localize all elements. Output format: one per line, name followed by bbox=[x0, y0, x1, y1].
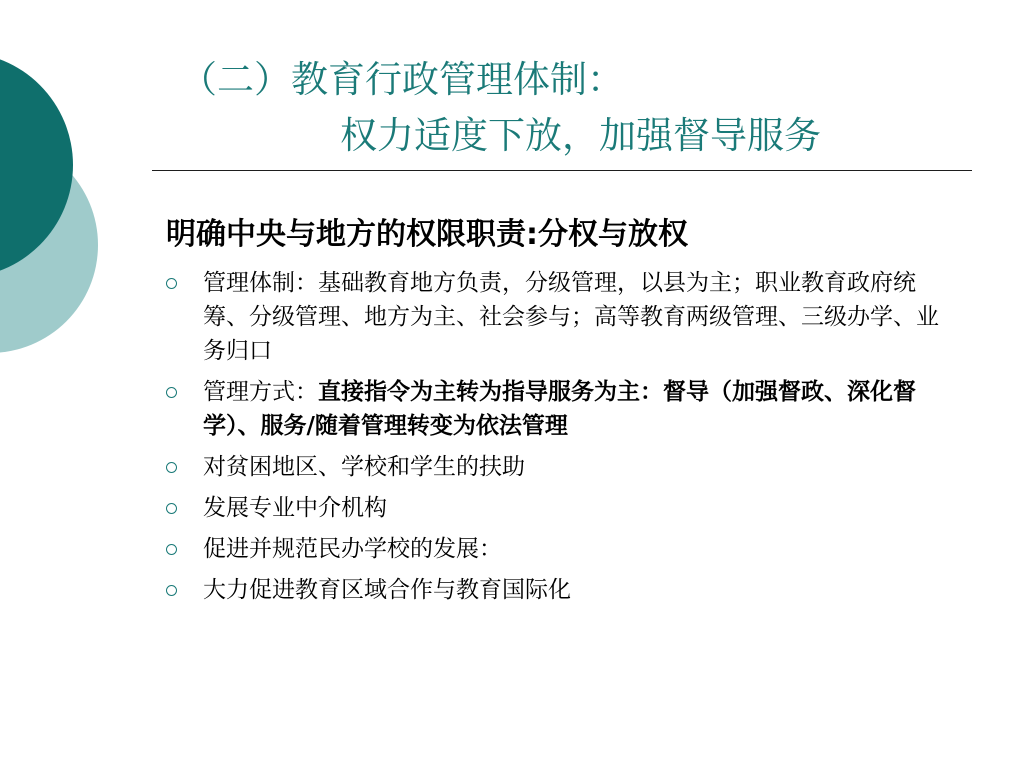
bullet-item-intermediary bbox=[166, 491, 956, 525]
bullet-circle-icon bbox=[166, 585, 177, 596]
bullet-circle-icon bbox=[166, 387, 177, 398]
decorative-circles bbox=[0, 0, 110, 420]
bullet-text: 管理体制：基础教育地方负责，分级管理，以县为主；职业教育政府统筹、分级管理、地方为主、社会参与；高等教育两级管理、三级办学、业务归口 bbox=[203, 270, 939, 364]
bullet-prefix: 管理方式： bbox=[203, 379, 318, 405]
bullet-item-management-system bbox=[166, 266, 956, 368]
bullet-circle-icon bbox=[166, 278, 177, 289]
bullet-item-private-schools bbox=[166, 532, 956, 566]
title-divider bbox=[152, 170, 972, 171]
bullet-text: 对贫困地区、学校和学生的扶助 bbox=[203, 454, 525, 480]
slide-title bbox=[180, 52, 980, 164]
bullet-item-cooperation bbox=[166, 573, 956, 607]
bullet-item-poverty-support bbox=[166, 450, 956, 484]
section-heading: 明确中央与地方的权限职责:分权与放权 bbox=[166, 217, 688, 252]
bullet-text: 发展专业中介机构 bbox=[203, 495, 387, 521]
bullet-emphasis: 直接指令为主转为指导服务为主：督导（加强督政、深化督学）、服务/随着管理转变为依法管理 bbox=[203, 378, 916, 439]
title-line-2: 权力适度下放，加强督导服务 bbox=[340, 114, 821, 157]
bullet-list bbox=[166, 266, 956, 614]
bullet-text: 促进并规范民办学校的发展： bbox=[203, 536, 502, 562]
bullet-circle-icon bbox=[166, 544, 177, 555]
bullet-text: 大力促进教育区域合作与教育国际化 bbox=[203, 577, 571, 603]
title-line-1: （二）教育行政管理体制： bbox=[180, 58, 624, 101]
bullet-circle-icon bbox=[166, 462, 177, 473]
bullet-item-management-mode bbox=[166, 375, 956, 443]
bullet-circle-icon bbox=[166, 503, 177, 514]
